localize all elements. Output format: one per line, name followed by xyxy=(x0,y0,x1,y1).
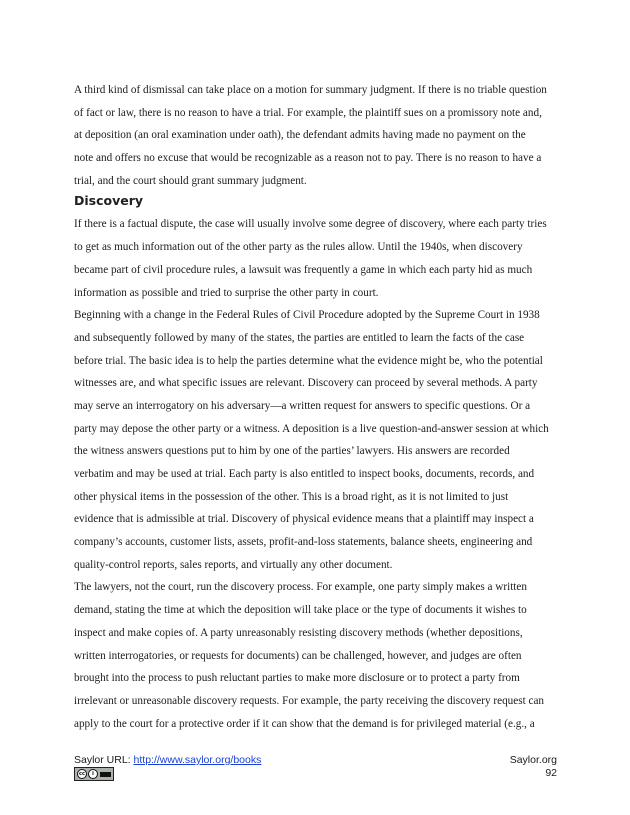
attribution-icon: i xyxy=(88,769,98,779)
footer-source xyxy=(74,754,261,766)
text-line: and subsequently followed by many of the states, the parties are entitled to learn the facts of the case xyxy=(74,331,525,344)
paragraph-summary-judgment xyxy=(74,79,560,192)
footer-url-link[interactable]: http://www.saylor.org/books xyxy=(133,754,262,766)
text-line: inspect and make copies of. A party unreasonably resisting discovery methods (whether depositions, xyxy=(74,626,523,639)
text-line: irrelevant or unreasonable discovery requests. For example, the party receiving the discovery request can xyxy=(74,694,545,707)
text-line: brought into the process to push reluctant parties to make more disclosure or to protect a party from xyxy=(74,672,520,685)
text-line: A third kind of dismissal can take place on a motion for summary judgment. If there is no triable question xyxy=(74,84,547,96)
text-line: company’s accounts, customer lists, assets, profit-and-loss statements, balance sheets, engineering and xyxy=(74,536,533,549)
text-line: quality-control reports, sales reports, and virtually any other document. xyxy=(74,558,393,571)
text-line: of fact or law, there is no reason to have a trial. For example, the plaintiff sues on a promissory note and, xyxy=(74,106,542,119)
text-line: witnesses are, and what specific issues are relevant. Discovery can proceed by several methods. A party xyxy=(74,377,538,390)
creative-commons-badge[interactable] xyxy=(74,767,114,781)
footer-site-name: Saylor.org xyxy=(509,754,557,766)
text-line: evidence that is admissible at trial. Discovery of physical evidence means that a plaintiff may inspect a xyxy=(74,513,534,526)
body-text xyxy=(74,79,560,735)
paragraph-lawyers-discovery xyxy=(74,576,560,735)
text-line: at deposition (an oral examination under oath), the defendant admits having made no payment on the xyxy=(74,129,526,142)
text-line: the witness answers questions put to him by one of the parties’ lawyers. His answers are recorded xyxy=(74,445,510,458)
text-line: If there is a factual dispute, the case will usually involve some degree of discovery, where each party tries xyxy=(74,218,547,231)
text-line: The lawyers, not the court, run the discovery process. For example, one party simply makes a written xyxy=(74,581,527,594)
page-number: 92 xyxy=(545,767,557,779)
license-strip xyxy=(100,772,111,777)
text-line: demand, stating the time at which the deposition will take place or the type of documents it wishes to xyxy=(74,604,527,617)
text-line: Beginning with a change in the Federal Rules of Civil Procedure adopted by the Supreme Court in 1938 xyxy=(74,309,540,322)
text-line: became part of civil procedure rules, a lawsuit was frequently a game in which each party hid as much xyxy=(74,263,533,276)
section-heading: Discovery xyxy=(74,193,144,209)
text-line: trial, and the court should grant summary judgment. xyxy=(74,174,307,187)
footer-url-label: Saylor URL: xyxy=(74,754,134,766)
text-line: note and offers no excuse that would be recognizable as a reason not to pay. There is no reason to have a xyxy=(74,152,542,165)
text-line: other physical items in the possession of the other. This is a broad right, as it is not limited to just xyxy=(74,490,509,503)
text-line: written interrogatories, or requests for documents) can be challenged, however, and judges are often xyxy=(74,649,522,662)
text-line: may serve an interrogatory on his adversary—a written request for answers to specific questions. Or a xyxy=(74,399,531,412)
text-line: information as possible and tried to surprise the other party in court. xyxy=(74,286,379,299)
text-line: before trial. The basic idea is to help the parties determine what the evidence might be, who the potential xyxy=(74,354,543,367)
paragraph-factual-dispute xyxy=(74,213,560,304)
text-line: to get as much information out of the other party as the rules allow. Until the 1940s, when discovery xyxy=(74,241,523,254)
text-line: verbatim and may be used at trial. Each party is also entitled to inspect books, documents, records, and xyxy=(74,468,535,480)
text-line: party may depose the other party or a witness. A deposition is a live question-and-answer session at which xyxy=(74,422,549,435)
cc-icon: cc xyxy=(77,769,87,779)
paragraph-federal-rules xyxy=(74,304,560,576)
footer-site-info xyxy=(510,754,557,780)
text-line: apply to the court for a protective order if it can show that the demand is for privileged material (e.g., a xyxy=(74,717,535,730)
